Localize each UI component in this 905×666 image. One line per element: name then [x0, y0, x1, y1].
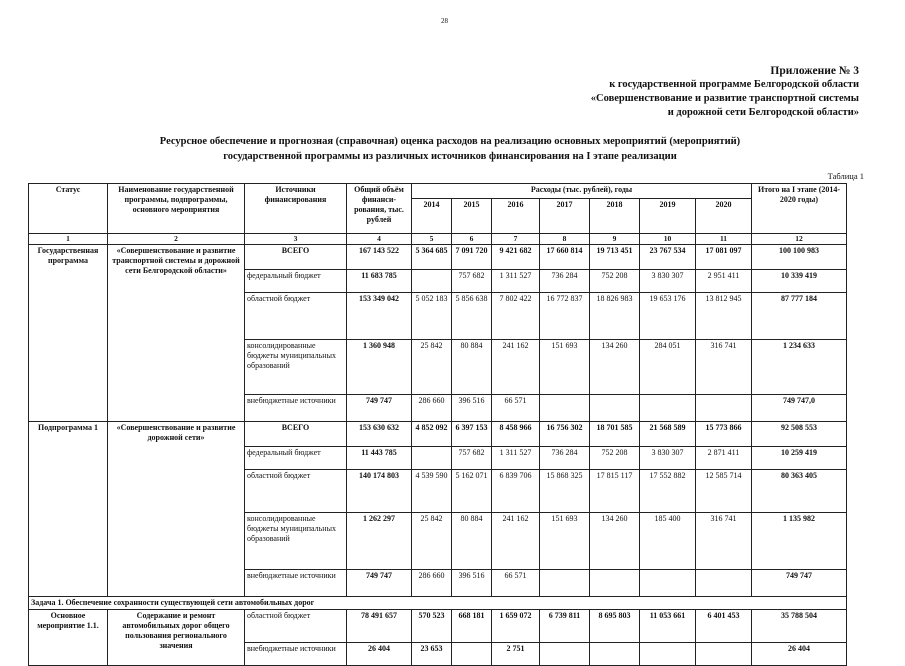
document-title: [60, 134, 840, 164]
total-cell: 153 349 042: [347, 293, 412, 340]
year-value-cell: 80 884: [452, 513, 492, 570]
source-cell: федеральный бюджет: [245, 270, 347, 293]
year-value-cell: 5 162 071: [452, 470, 492, 513]
year-value-cell: [452, 643, 492, 666]
appendix-line-4: и дорожной сети Белгородской области»: [667, 107, 859, 118]
year-value-cell: [640, 570, 696, 597]
year-value-cell: [696, 395, 752, 422]
itog-cell: 87 777 184: [752, 293, 847, 340]
total-cell: 26 404: [347, 643, 412, 666]
appendix-note: [591, 64, 859, 120]
itog-cell: 80 363 405: [752, 470, 847, 513]
header-year: 2016: [492, 199, 540, 234]
source-cell: областной бюджет: [245, 610, 347, 643]
title-line-2: государственной программы из различных источников финансирования на I этапе реализации: [223, 151, 677, 162]
activity-status-cell: Основное мероприятие 1.1.: [29, 610, 108, 666]
year-value-cell: 11 053 661: [640, 610, 696, 643]
column-number: 8: [540, 234, 590, 245]
year-value-cell: 8 458 966: [492, 422, 540, 447]
year-value-cell: 757 682: [452, 270, 492, 293]
year-value-cell: 23 653: [412, 643, 452, 666]
year-value-cell: 12 585 714: [696, 470, 752, 513]
year-value-cell: 16 772 837: [540, 293, 590, 340]
itog-cell: 1 135 982: [752, 513, 847, 570]
column-number: 10: [640, 234, 696, 245]
subprogram-status-cell: Подпрограмма 1: [29, 422, 108, 597]
year-value-cell: 396 516: [452, 570, 492, 597]
column-number: 5: [412, 234, 452, 245]
appendix-line-2: к государственной программе Белгородской области: [609, 79, 859, 90]
year-value-cell: [540, 643, 590, 666]
year-value-cell: 17 815 117: [590, 470, 640, 513]
source-cell: ВСЕГО: [245, 245, 347, 270]
column-number: 12: [752, 234, 847, 245]
year-value-cell: 752 208: [590, 270, 640, 293]
source-cell: областной бюджет: [245, 293, 347, 340]
year-value-cell: 18 701 585: [590, 422, 640, 447]
program-status-cell: Государственная программа: [29, 245, 108, 422]
total-cell: 749 747: [347, 395, 412, 422]
header-sources: Источники финансирования: [245, 184, 347, 234]
resource-table: [28, 183, 847, 666]
year-value-cell: 16 756 302: [540, 422, 590, 447]
year-value-cell: 752 208: [590, 447, 640, 470]
year-value-cell: 5 364 685: [412, 245, 452, 270]
itog-cell: 26 404: [752, 643, 847, 666]
title-line-1: Ресурсное обеспечение и прогнозная (справочная) оценка расходов на реализацию основных мероприятий (мероприятий): [159, 136, 741, 147]
year-value-cell: 6 839 706: [492, 470, 540, 513]
year-value-cell: 6 401 453: [696, 610, 752, 643]
total-cell: 167 143 522: [347, 245, 412, 270]
year-value-cell: 316 741: [696, 513, 752, 570]
header-year: 2019: [640, 199, 696, 234]
year-value-cell: 25 842: [412, 340, 452, 395]
year-value-cell: 18 826 983: [590, 293, 640, 340]
year-value-cell: 17 081 097: [696, 245, 752, 270]
year-value-cell: 7 802 422: [492, 293, 540, 340]
column-number: 3: [245, 234, 347, 245]
source-cell: федеральный бюджет: [245, 447, 347, 470]
year-value-cell: 2 951 411: [696, 270, 752, 293]
year-value-cell: 6 739 811: [540, 610, 590, 643]
year-value-cell: [696, 570, 752, 597]
itog-cell: 1 234 633: [752, 340, 847, 395]
header-status: Статус: [29, 184, 108, 234]
year-value-cell: 17 552 882: [640, 470, 696, 513]
year-value-cell: 736 284: [540, 270, 590, 293]
year-value-cell: 25 842: [412, 513, 452, 570]
year-value-cell: 151 693: [540, 513, 590, 570]
year-value-cell: 134 260: [590, 513, 640, 570]
appendix-line-3: «Совершенствование и развитие транспортной системы: [590, 93, 859, 104]
header-year: 2017: [540, 199, 590, 234]
itog-cell: 92 508 553: [752, 422, 847, 447]
source-cell: внебюджетные источники: [245, 643, 347, 666]
itog-cell: 10 259 419: [752, 447, 847, 470]
itog-cell: 10 339 419: [752, 270, 847, 293]
year-value-cell: 23 767 534: [640, 245, 696, 270]
year-value-cell: 19 713 451: [590, 245, 640, 270]
column-number: 1: [29, 234, 108, 245]
year-value-cell: [540, 570, 590, 597]
task-row: [29, 597, 847, 610]
year-value-cell: 3 830 307: [640, 270, 696, 293]
header-name: Наименование государственной программы, подпрограммы, основного мероприятия: [108, 184, 245, 234]
year-value-cell: [640, 395, 696, 422]
total-cell: 1 360 948: [347, 340, 412, 395]
total-cell: 11 443 785: [347, 447, 412, 470]
year-value-cell: 316 741: [696, 340, 752, 395]
year-value-cell: 570 523: [412, 610, 452, 643]
header-year: 2018: [590, 199, 640, 234]
year-value-cell: 17 660 814: [540, 245, 590, 270]
total-cell: 153 630 632: [347, 422, 412, 447]
itog-cell: 749 747: [752, 570, 847, 597]
table-row: [29, 610, 847, 643]
year-value-cell: 5 856 638: [452, 293, 492, 340]
year-value-cell: 1 659 072: [492, 610, 540, 643]
header-row: [29, 184, 847, 199]
year-value-cell: 66 571: [492, 395, 540, 422]
appendix-line-1: Приложение № 3: [770, 65, 859, 77]
header-year: 2015: [452, 199, 492, 234]
header-year: 2020: [696, 199, 752, 234]
itog-cell: 100 100 983: [752, 245, 847, 270]
column-number: 9: [590, 234, 640, 245]
header-expenses: Расходы (тыс. рублей), годы: [412, 184, 752, 199]
year-value-cell: 757 682: [452, 447, 492, 470]
total-cell: 140 174 803: [347, 470, 412, 513]
year-value-cell: 286 660: [412, 395, 452, 422]
year-value-cell: 6 397 153: [452, 422, 492, 447]
year-value-cell: 5 052 183: [412, 293, 452, 340]
year-value-cell: 3 830 307: [640, 447, 696, 470]
year-value-cell: 15 868 325: [540, 470, 590, 513]
year-value-cell: 668 181: [452, 610, 492, 643]
year-value-cell: 736 284: [540, 447, 590, 470]
program-name-cell: «Совершенствование и развитие транспортной системы и дорожной сети Белгородской области»: [108, 245, 245, 422]
year-value-cell: [412, 447, 452, 470]
year-value-cell: [590, 395, 640, 422]
year-value-cell: 241 162: [492, 513, 540, 570]
total-cell: 749 747: [347, 570, 412, 597]
year-value-cell: 286 660: [412, 570, 452, 597]
table-label: Таблица 1: [827, 171, 864, 181]
year-value-cell: 4 852 092: [412, 422, 452, 447]
year-value-cell: [590, 570, 640, 597]
year-value-cell: 66 571: [492, 570, 540, 597]
year-value-cell: 396 516: [452, 395, 492, 422]
year-value-cell: 2 871 411: [696, 447, 752, 470]
source-cell: консолидированные бюджеты муниципальных образований: [245, 340, 347, 395]
activity-name-cell: Содержание и ремонт автомобильных дорог общего пользования регионального значения: [108, 610, 245, 666]
table-row: [29, 422, 847, 447]
source-cell: консолидированные бюджеты муниципальных образований: [245, 513, 347, 570]
year-value-cell: 1 311 527: [492, 270, 540, 293]
column-number-row: [29, 234, 847, 245]
total-cell: 1 262 297: [347, 513, 412, 570]
year-value-cell: [540, 395, 590, 422]
year-value-cell: 241 162: [492, 340, 540, 395]
year-value-cell: [696, 643, 752, 666]
itog-cell: 749 747,0: [752, 395, 847, 422]
year-value-cell: 284 051: [640, 340, 696, 395]
year-value-cell: 9 421 682: [492, 245, 540, 270]
year-value-cell: 19 653 176: [640, 293, 696, 340]
task-title-cell: Задача 1. Обеспечение сохранности существующей сети автомобильных дорог: [29, 597, 847, 610]
source-cell: внебюджетные источники: [245, 570, 347, 597]
subprogram-name-cell: «Совершенствование и развитие дорожной сети»: [108, 422, 245, 597]
source-cell: внебюджетные источники: [245, 395, 347, 422]
year-value-cell: 7 091 720: [452, 245, 492, 270]
year-value-cell: 185 400: [640, 513, 696, 570]
column-number: 11: [696, 234, 752, 245]
itog-cell: 35 788 504: [752, 610, 847, 643]
source-cell: областной бюджет: [245, 470, 347, 513]
year-value-cell: 21 568 589: [640, 422, 696, 447]
year-value-cell: 151 693: [540, 340, 590, 395]
year-value-cell: 2 751: [492, 643, 540, 666]
year-value-cell: 80 884: [452, 340, 492, 395]
source-cell: ВСЕГО: [245, 422, 347, 447]
year-value-cell: 134 260: [590, 340, 640, 395]
year-value-cell: 13 812 945: [696, 293, 752, 340]
total-cell: 78 491 657: [347, 610, 412, 643]
year-value-cell: [590, 643, 640, 666]
year-value-cell: 4 539 590: [412, 470, 452, 513]
year-value-cell: [412, 270, 452, 293]
column-number: 7: [492, 234, 540, 245]
year-value-cell: 1 311 527: [492, 447, 540, 470]
total-cell: 11 683 785: [347, 270, 412, 293]
year-value-cell: [640, 643, 696, 666]
column-number: 6: [452, 234, 492, 245]
page-number: 28: [441, 17, 448, 25]
header-year: 2014: [412, 199, 452, 234]
table-row: [29, 245, 847, 270]
year-value-cell: 8 695 803: [590, 610, 640, 643]
header-total: Общий объём финанси-рования, тыс. рублей: [347, 184, 412, 234]
column-number: 4: [347, 234, 412, 245]
header-itog: Итого на I этапе (2014-2020 годы): [752, 184, 847, 234]
column-number: 2: [108, 234, 245, 245]
year-value-cell: 15 773 866: [696, 422, 752, 447]
